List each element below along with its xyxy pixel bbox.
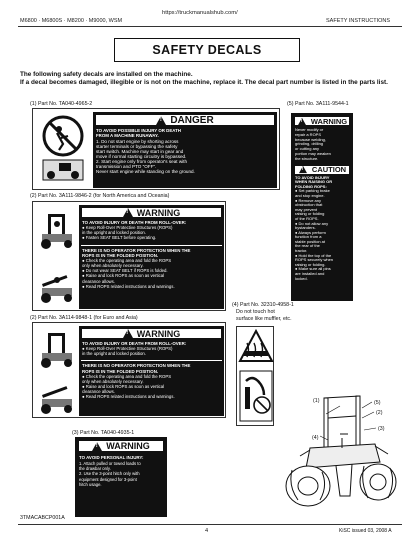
decal-5-b-22: locked. [295, 275, 308, 281]
decal-5-b-1: WHEN RAISING OR [295, 179, 333, 185]
decal-5-label: (5) Part No. 3A111-9544-1 [287, 101, 349, 107]
decal-4 [236, 326, 274, 426]
decal-5-b-4: and stop engine. [295, 192, 325, 198]
decal-5-a-6: the structure. [295, 155, 319, 161]
decal-5-b-15: the rear of the [295, 243, 320, 249]
caution-header [294, 165, 350, 175]
rops-upright-icon [36, 329, 76, 369]
tractor-illustration [280, 378, 402, 510]
caution-word: CAUTION [311, 165, 347, 175]
no-start-shorting-icon [37, 114, 89, 184]
decal-2-a-3: ● Fasten SEAT BELT before operating. [82, 235, 157, 241]
decal-5-b-19: raising or folding. [295, 261, 326, 267]
decal-3-label: (2) Part No. 3A114-9848-1 (for Euro and Asia) [30, 315, 138, 321]
decal-5-b-12: ● Always perform [295, 229, 326, 235]
decal-1 [32, 108, 280, 190]
decal-4-desc-1: surface like muffler, etc. [236, 316, 292, 322]
decal-5 [291, 113, 353, 301]
decal-5-b-11: bystanders. [295, 225, 316, 231]
decal-3-b-6: ● Read ROPS related instructions and warnings. [82, 394, 175, 400]
warning-word: WARNING [310, 116, 348, 126]
decal-4-desc-0: Do not touch hot [236, 309, 275, 315]
header-section: SAFETY INSTRUCTIONS [326, 18, 391, 24]
decal-5-a-2: because welding, [295, 136, 326, 142]
decal-2-sign [79, 205, 224, 309]
decal-3-b-3: only when absolutely necessary. [82, 379, 144, 385]
decal-1-line-5: move if normal starting circuitry is bypassed. [96, 153, 187, 159]
decal-3-sign [79, 326, 224, 416]
decal-5-b-13: function from a [295, 234, 322, 240]
decal-5-b-21: are installed and [295, 271, 325, 277]
decal-5-b-0: TO AVOID INJURY [295, 174, 330, 180]
decal-5-b-3: ● Set parking brake [295, 188, 330, 194]
decal-4-label: (4) Part No. 32310-4958-1 [232, 302, 294, 308]
decal-3b-line-3: 2. Use the 3-point hitch only with [79, 471, 140, 477]
figure-rule [18, 524, 402, 525]
decal-5-b-9: of the ROPS. [295, 215, 319, 221]
warning-header [81, 207, 222, 218]
header-models: M6800 · M6800S · M8200 · M9000, WSM [20, 18, 123, 24]
decal-1-sign [93, 112, 277, 188]
decal-2-b-7: ● Read ROPS related instructions and warnings. [82, 283, 175, 289]
rops-upright-icon [36, 210, 76, 250]
warning-header [294, 116, 350, 126]
decal-3-b-4: ● Raise and lock ROPS as soon as vertical [82, 384, 165, 390]
decal-2-b-6: clearance allows. [82, 278, 115, 284]
decal-3-b-0: THERE IS NO OPERATOR PROTECTION WHEN THE [82, 363, 191, 369]
decal-3-b-5: clearance allows. [82, 389, 115, 395]
decal-3b-line-0: TO AVOID PERSONAL INJURY: [79, 455, 144, 460]
danger-word: DANGER [170, 114, 214, 126]
decal-2-b-1: ROPS IS IN THE FOLDED POSITION. [82, 252, 159, 258]
decal-1-line-1: FROM A MACHINE RUNAWAY. [96, 133, 159, 139]
decal-5-b-6: obstruction that [295, 202, 323, 208]
page-number: 4 [205, 528, 209, 534]
warning-triangle-icon [123, 329, 133, 338]
decal-1-line-4: start switch. Machine may start in gear and [96, 148, 184, 154]
decal-5-b-5: ● Remove any [295, 197, 321, 203]
callout-1: (1) [313, 398, 320, 404]
warning-triangle-icon [123, 208, 133, 217]
decal-1-line-2: 1. Do not start engine by shorting across [96, 138, 179, 144]
decal-3b [75, 437, 167, 517]
warning-triangle-icon [92, 442, 102, 451]
warning-word: WARNING [106, 441, 150, 451]
decal-2-a-1: ● Keep Roll-Over Protective Structures (ROPS) [82, 225, 173, 231]
warning-triangle-icon [298, 117, 306, 124]
decal-1-label: (1) Part No. TA040-4965-2 [30, 101, 93, 107]
decal-2 [32, 201, 226, 311]
page-title: SAFETY DECALS [114, 38, 300, 62]
rops-folded-icon [36, 264, 76, 304]
decal-3b-line-2: the drawbar only. [79, 466, 111, 472]
decal-2-a-2: in the upright and locked position. [82, 230, 147, 236]
warning-header [78, 440, 164, 452]
rops-folded-icon [36, 375, 76, 415]
callout-2: (2) [376, 410, 383, 416]
decal-2-label: (2) Part No. 3A111-9846-2 (for North America and Oceania) [30, 193, 170, 199]
issue-note: KiSC issued 03, 2008 A [339, 528, 392, 534]
decal-3 [32, 322, 226, 418]
warning-triangle-icon [156, 116, 166, 125]
decal-3-a-1: ● Keep Roll-Over Protective Structures (ROPS) [82, 346, 173, 352]
callout-5: (5) [374, 400, 381, 406]
decal-5-b-2: FOLDING ROPS: [295, 183, 327, 189]
decal-3-b-2: ● Check the operating area and fold the ROPS [82, 374, 172, 380]
decal-3b-line-1: 1. Attach pulled or towed loads to [79, 461, 141, 467]
decal-5-b-17: ● Hold the top of the [295, 252, 332, 258]
decal-5-b-10: ● Do not allow any [295, 220, 329, 226]
decal-1-line-7: transmission and PTO "OFF". [96, 164, 157, 170]
warning-word: WARNING [136, 328, 181, 339]
decal-5-b-20: ● Make sure all pins [295, 266, 331, 272]
decal-5-a-3: grinding, drilling [295, 141, 324, 147]
decal-5-b-14: stable position at [295, 238, 326, 244]
decal-5-b-18: ROPS securely when [295, 257, 334, 263]
figure-code: 3TMACABCP001A [20, 515, 65, 521]
intro-line-2: If a decal becomes damaged, illegible or is not on the machine, replace it. The decal part number is listed in the parts list. [20, 79, 388, 86]
decal-5-b-8: raising or folding [295, 211, 325, 217]
decal-5-b-16: tractor. [295, 248, 308, 254]
danger-header [95, 114, 275, 126]
decal-2-b-0: THERE IS NO OPERATOR PROTECTION WHEN THE [82, 247, 191, 253]
callout-3: (3) [378, 426, 385, 432]
decal-2-a-0: TO AVOID INJURY OR DEATH FROM ROLL-OVER: [82, 220, 187, 225]
decal-1-line-0: TO AVOID POSSIBLE INJURY OR DEATH [96, 128, 181, 133]
decal-5-a-4: or cutting any [295, 146, 320, 152]
decal-3-a-2: in the upright and locked position. [82, 351, 147, 357]
decal-5-b-7: may prevent [295, 206, 318, 212]
decal-5-a-0: Never modify or [295, 127, 324, 132]
decal-3b-line-5: hitch usage. [79, 481, 102, 487]
decal-3-a-0: TO AVOID INJURY OR DEATH FROM ROLL-OVER: [82, 341, 187, 346]
decal-3b-label: (3) Part No. TA040-4935-1 [72, 430, 135, 436]
decal-5-a-1: repair a ROPS [295, 131, 322, 137]
header-url[interactable]: https://truckmanualshub.com/ [162, 10, 238, 16]
callout-4: (4) [312, 435, 319, 441]
header-rule [18, 26, 402, 27]
decal-2-b-4: ● Do not wear SEAT BELT if ROPS is folded. [82, 268, 168, 274]
hot-surface-icon [237, 327, 275, 427]
warning-triangle-icon [299, 166, 307, 173]
decal-1-line-8: Never start engine while standing on the ground. [96, 169, 195, 175]
warning-word: WARNING [136, 207, 181, 218]
decal-2-b-5: ● Raise and lock ROPS as soon as vertical [82, 273, 165, 279]
decal-5-a-5: portion may weaken [295, 150, 331, 156]
warning-header [81, 328, 222, 339]
decal-1-line-6: 2. Start engine only from operator's seat with [96, 158, 188, 164]
decal-1-line-3: starter terminals or bypassing the safety [96, 143, 178, 149]
decal-2-b-3: only when absolutely necessary. [82, 263, 144, 269]
decal-3-b-1: ROPS IS IN THE FOLDED POSITION. [82, 368, 159, 374]
intro-line-1: The following safety decals are installed on the machine. [20, 71, 193, 78]
decal-3b-line-4: equipment designed for 3-point [79, 476, 137, 482]
decal-2-b-2: ● Check the operating area and fold the ROPS [82, 258, 172, 264]
